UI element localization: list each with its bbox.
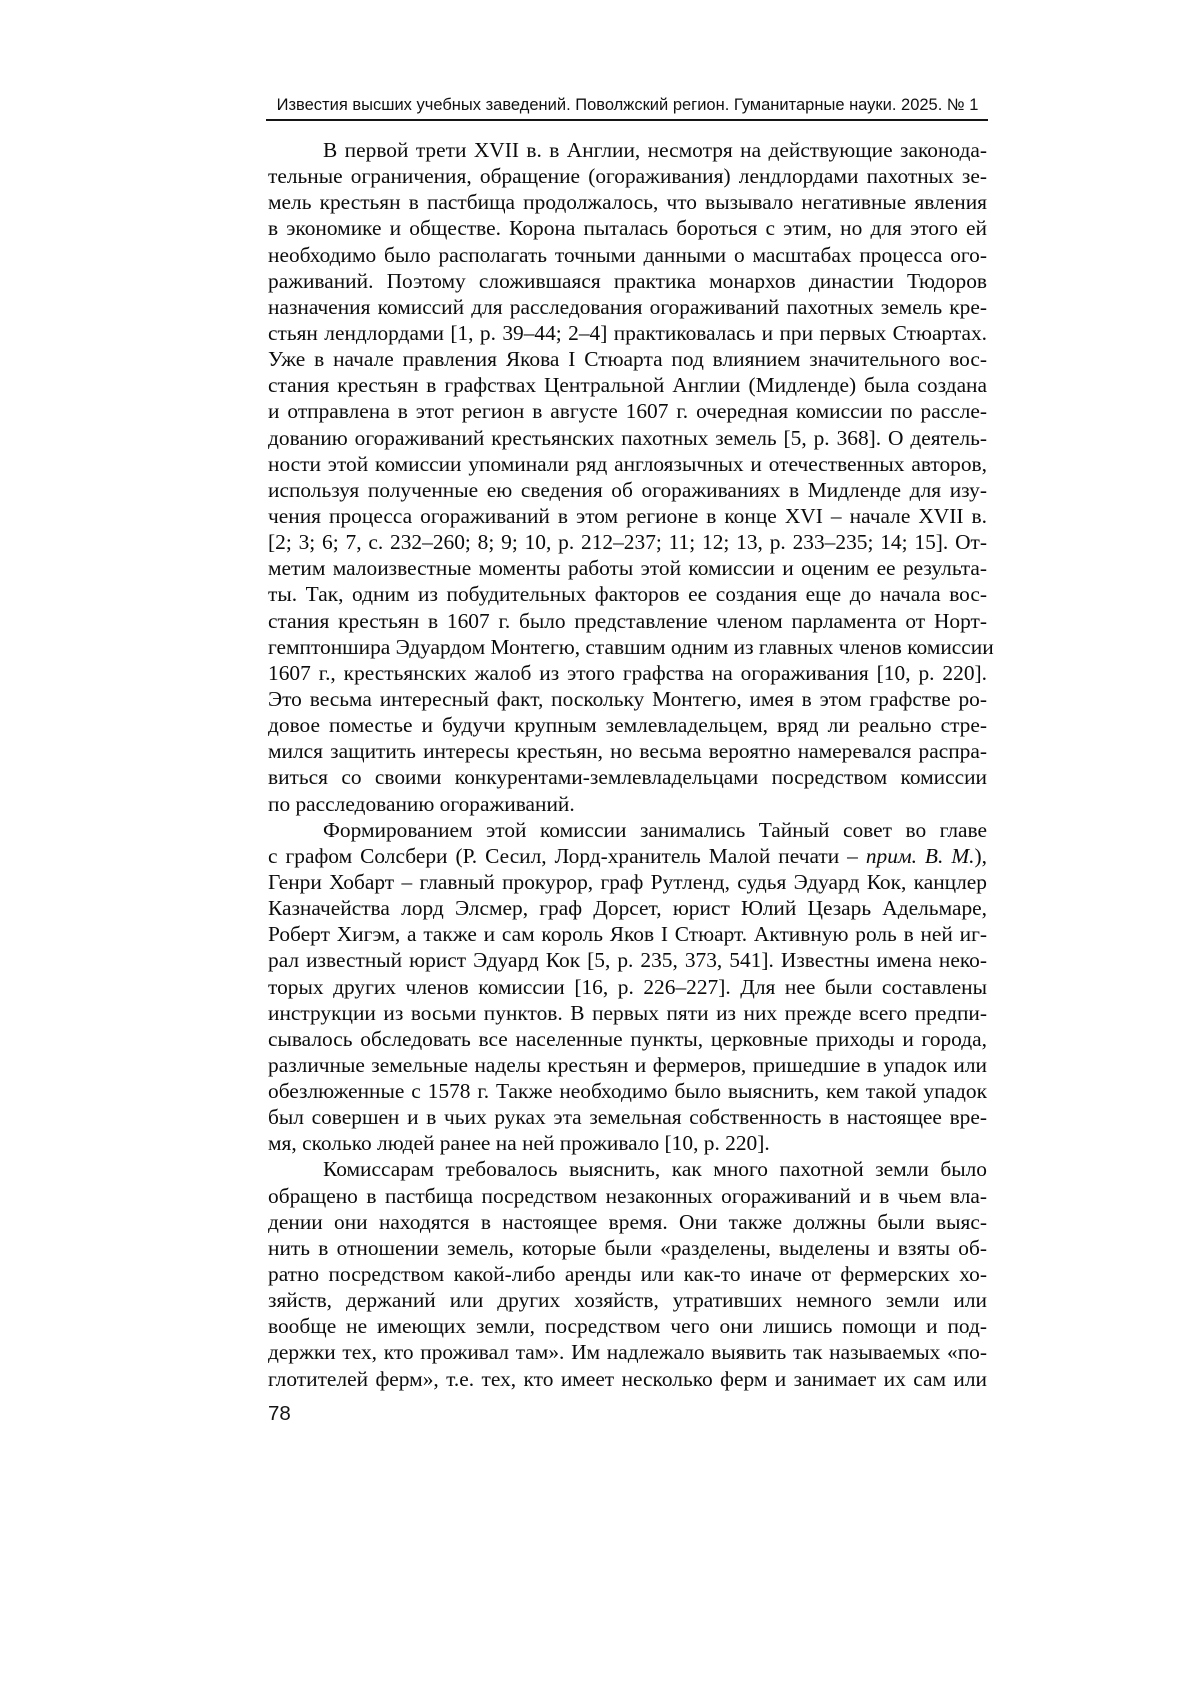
text-segment: ), bbox=[974, 843, 987, 868]
page-number: 78 bbox=[268, 1402, 291, 1425]
text-line: рал известный юрист Эдуард Кок [5, p. 235, 373, 541]. Известны имена неко- bbox=[268, 948, 987, 973]
text-line: различные земельные наделы крестьян и фермеров, пришедшие в упадок или bbox=[268, 1052, 987, 1077]
text-line: нить в отношении земель, которые были «разделены, выделены и взяты об- bbox=[268, 1235, 987, 1260]
text-line: стьян лендлордами [1, p. 39–44; 2–4] практиковалась и при первых Стюартах. bbox=[268, 320, 987, 345]
text-line: метим малоизвестные моменты работы этой комиссии и оценим ее результа- bbox=[268, 556, 987, 581]
text-line: ты. Так, одним из побудительных факторов ее создания еще до начала вос- bbox=[268, 582, 987, 607]
text-line: ратно посредством какой-либо аренды или как-то иначе от фермерских хо- bbox=[268, 1262, 987, 1287]
text-line: В первой трети XVII в. в Англии, несмотря на действующие законода- bbox=[323, 138, 987, 162]
text-line: дении они находятся в настоящее время. Они также должны были выяс- bbox=[268, 1209, 987, 1234]
text-line: мя, сколько людей ранее на ней проживало [10, p. 220]. bbox=[268, 1131, 770, 1156]
text-line: 1607 г., крестьянских жалоб из этого графства на огораживания [10, p. 220]. bbox=[268, 660, 987, 685]
text-line: мился защитить интересы крестьян, но весьма вероятно намеревался распра- bbox=[268, 739, 987, 764]
text-line: обращено в пастбища посредством незаконных огораживаний и в чьем вла- bbox=[268, 1183, 987, 1208]
text-line bbox=[268, 843, 987, 869]
text-line: по расследованию огораживаний. bbox=[268, 791, 575, 816]
article-body-text bbox=[268, 137, 994, 1392]
text-line: в экономике и обществе. Корона пыталась бороться с этим, но для этого ей bbox=[268, 216, 987, 241]
journal-running-head: Известия высших учебных заведений. Поволжский регион. Гуманитарные науки. 2025. № 1 bbox=[276, 96, 979, 114]
text-line: необходимо было располагать точными данными о масштабах процесса ого- bbox=[268, 242, 987, 267]
text-line: и отправлена в этот регион в августе 1607 г. очередная комиссии по рассле- bbox=[268, 399, 987, 424]
italic-note: прим. В. М. bbox=[865, 843, 975, 868]
text-line: чения процесса огораживаний в этом регионе в конце XVI – начале XVII в. bbox=[268, 503, 987, 528]
text-line: стания крестьян в 1607 г. было представление членом парламента от Норт- bbox=[268, 608, 987, 633]
text-line: обезлюженные с 1578 г. Также необходимо было выяснить, кем такой упадок bbox=[268, 1079, 987, 1104]
text-line: глотителей ферм», т.е. тех, кто имеет несколько ферм и занимает их сам или bbox=[268, 1366, 987, 1391]
text-line: ности этой комиссии упоминали ряд англоязычных и отечественных авторов, bbox=[268, 451, 987, 476]
text-line: раживаний. Поэтому сложившаяся практика монархов династии Тюдоров bbox=[268, 268, 987, 293]
text-line: тельные ограничения, обращение (огораживания) лендлордами пахотных зе- bbox=[268, 164, 987, 189]
text-line: дованию огораживаний крестьянских пахотных земель [5, p. 368]. О деятель- bbox=[268, 425, 987, 450]
text-line: мель крестьян в пастбища продолжалось, что вызывало негативные явления bbox=[268, 190, 987, 215]
text-segment: с графом Солсбери (Р. Сесил, Лорд-хранитель Малой печати – bbox=[268, 843, 866, 868]
text-line: Генри Хобарт – главный прокурор, граф Рутленд, судья Эдуард Кок, канцлер bbox=[268, 869, 987, 894]
text-line: виться со своими конкурентами-землевладельцами посредством комиссии bbox=[268, 765, 987, 790]
text-line: Это весьма интересный факт, поскольку Монтегю, имея в этом графстве ро- bbox=[268, 686, 987, 711]
text-line: Роберт Хигэм, а также и сам король Яков I Стюарт. Активную роль в ней иг- bbox=[268, 922, 987, 947]
text-line: Уже в начале правления Якова I Стюарта под влиянием значительного вос- bbox=[268, 347, 987, 372]
text-line: держки тех, кто проживал там». Им надлежало выявить так называемых «по- bbox=[268, 1340, 987, 1365]
text-line: сывалось обследовать все населенные пункты, церковные приходы и города, bbox=[268, 1026, 987, 1051]
text-line: инструкции из восьми пунктов. В первых пяти из них прежде всего предпи- bbox=[268, 1000, 987, 1025]
text-line: назначения комиссий для расследования огораживаний пахотных земель кре- bbox=[268, 294, 987, 319]
text-line: гемптоншира Эдуардом Монтегю, ставшим одним из главных членов комиссии bbox=[268, 634, 994, 659]
text-line: Казначейства лорд Элсмер, граф Дорсет, юрист Юлий Цезарь Адельмаре, bbox=[268, 896, 987, 921]
header-rule bbox=[266, 119, 988, 121]
text-line: торых других членов комиссии [16, p. 226–227]. Для нее были составлены bbox=[268, 974, 987, 999]
text-line: Комиссарам требовалось выяснить, как много пахотной земли было bbox=[323, 1157, 987, 1182]
text-line: довое поместье и будучи крупным землевладельцем, вряд ли реально стре- bbox=[268, 713, 987, 738]
text-line: стания крестьян в графствах Центральной Англии (Мидленде) была создана bbox=[268, 373, 987, 398]
text-line: [2; 3; 6; 7, с. 232–260; 8; 9; 10, p. 212–237; 11; 12; 13, p. 233–235; 14; 15]. От- bbox=[268, 530, 987, 555]
text-line: был совершен и в чьих руках эта земельная собственность в настоящее вре- bbox=[268, 1105, 987, 1130]
text-line: используя полученные ею сведения об огораживаниях в Мидленде для изу- bbox=[268, 477, 987, 502]
text-line: вообще не имеющих земли, посредством чего они лишись помощи и под- bbox=[268, 1314, 987, 1339]
text-line: Формированием этой комиссии занимались Тайный совет во главе bbox=[323, 817, 987, 842]
text-line: зяйств, держаний или других хозяйств, утративших немного земли или bbox=[268, 1288, 987, 1313]
